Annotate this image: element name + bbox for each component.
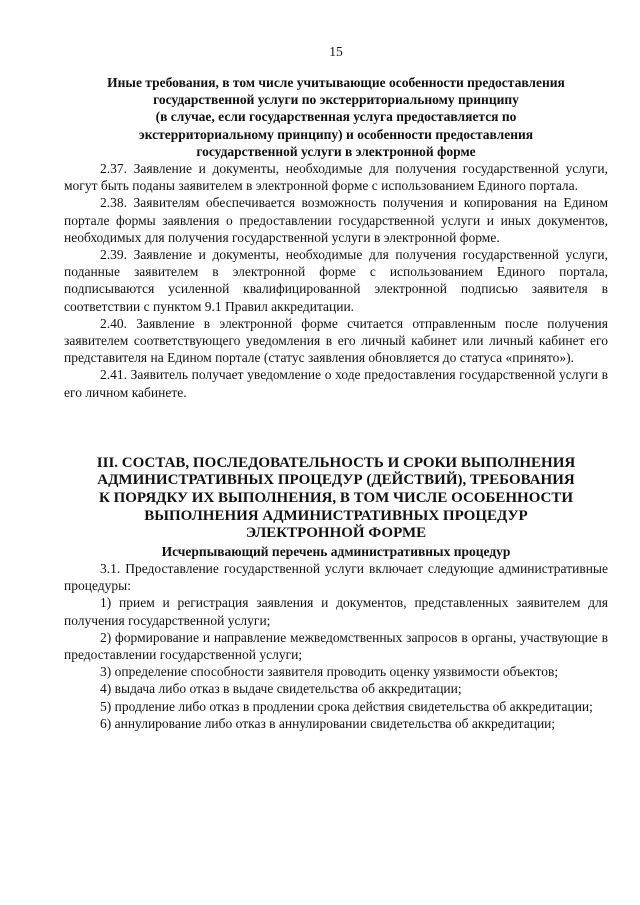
heading-line: Иные требования, в том числе учитывающие особенности предоставления <box>107 75 565 90</box>
heading-line: (в случае, если государственная услуга предоставляется по <box>155 109 517 125</box>
heading-line: государственной услуги в электронной форме <box>196 143 476 159</box>
paragraph-3-1: 3.1. Предоставление государственной услуги включает следующие административные процедуры: <box>64 561 608 594</box>
paragraph-2-40: 2.40. Заявление в электронной форме считается отправленным после получения заявителем соответствующего уведомления в его личный кабинет или личный кабинет его представителя на Едином портале (статус заявления обновляется до статуса «принято»). <box>64 315 608 366</box>
section-title-line: III. СОСТАВ, ПОСЛЕДОВАТЕЛЬНОСТЬ И СРОКИ ВЫПОЛНЕНИЯ <box>96 454 576 471</box>
paragraph-2-41: 2.41. Заявитель получает уведомление о ходе предоставления государственной услуги в его личном кабинете. <box>64 367 608 400</box>
paragraph-2-39: 2.39. Заявление и документы, необходимые для получения государственной услуги, поданные заявителем в электронной форме с использованием Единого портала, подписываются усиленной квалифицированной электронной подписью заявителя в соответствии с пунктом 9.1 Правил аккредитации. <box>64 247 608 314</box>
section-title-line: ЭЛЕКТРОННОЙ ФОРМЕ <box>245 525 427 542</box>
paragraphs-section-2 <box>64 160 608 401</box>
paragraph-2-38: 2.38. Заявителям обеспечивается возможность получения и копирования на Едином портале формы заявления о предоставлении государственной услуги и иных документов, необходимых для получения государственной услуги в электронной форме. <box>64 195 608 245</box>
heading-line: экстерриториальному принципу) и особенности предоставления <box>138 126 534 142</box>
section-title-line: ВЫПОЛНЕНИЯ АДМИНИСТРАТИВНЫХ ПРОЦЕДУР <box>144 507 528 524</box>
section-title-line: АДМИНИСТРАТИВНЫХ ПРОЦЕДУР (ДЕЙСТВИЙ), ТРЕБОВАНИЯ <box>97 472 575 489</box>
paragraph-2-37: 2.37. Заявление и документы, необходимые для получения государственной услуги, могут быть поданы заявителем в электронной форме с использованием Единого портала. <box>64 161 608 194</box>
subheading: Исчерпывающий перечень административных процедур <box>161 543 511 559</box>
heading-block <box>64 74 608 160</box>
list-item: 4) выдача либо отказ в выдаче свидетельства об аккредитации; <box>100 681 462 697</box>
page-number: 15 <box>329 44 343 59</box>
list-item: 1) прием и регистрация заявления и документов, представленных заявителем для получения государственной услуги; <box>64 595 608 628</box>
heading-line: государственной услуги по экстерриториальному принципу <box>153 92 519 108</box>
section-title <box>64 455 608 543</box>
list-item: 6) аннулирование либо отказ в аннулировании свидетельства об аккредитации; <box>100 715 556 731</box>
list-item: 3) определение способности заявителя проводить оценку уязвимости объектов; <box>100 664 559 680</box>
list-item: 2) формирование и направление межведомственных запросов в органы, участвующие в предоставлении государственной услуги; <box>64 629 608 663</box>
section-title-line: К ПОРЯДКУ ИХ ВЫПОЛНЕНИЯ, В ТОМ ЧИСЛЕ ОСОБЕННОСТИ <box>98 490 574 507</box>
paragraphs-section-3 <box>64 560 608 732</box>
list-item: 5) продление либо отказ в продлении срока действия свидетельства об аккредитации; <box>100 698 593 714</box>
